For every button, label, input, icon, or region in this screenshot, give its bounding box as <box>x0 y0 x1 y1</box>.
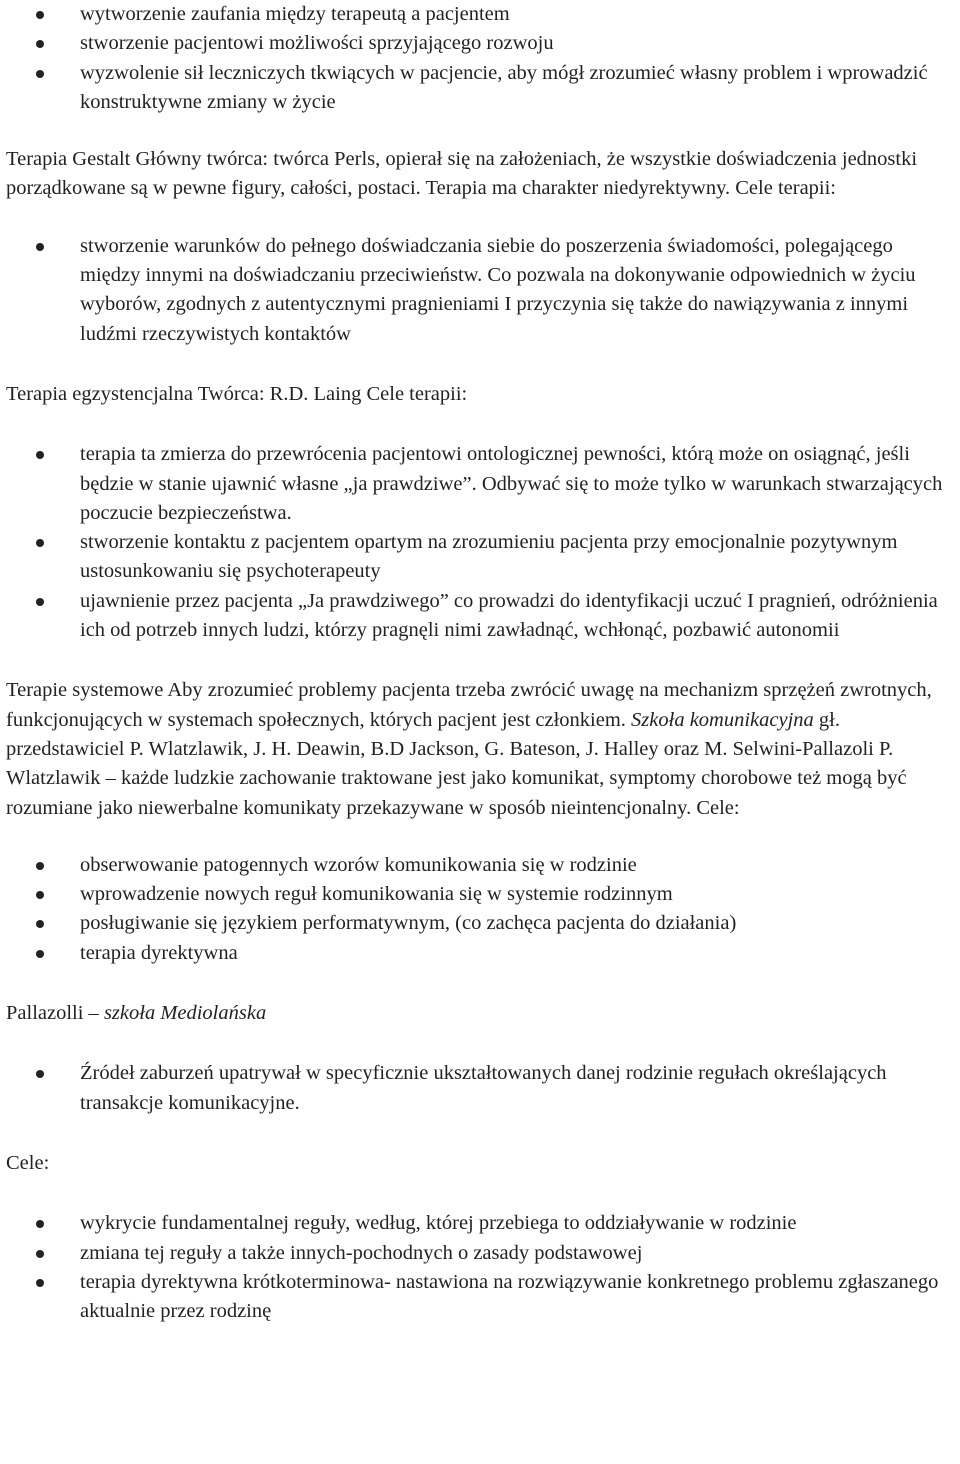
milan-author: Pallazolli – <box>6 1002 104 1025</box>
systemic-goals-list <box>6 851 956 968</box>
list-item: wyzwolenie sił leczniczych tkwiących w pacjencie, aby mógł zrozumieć własny problem i wprowadzić konstruktywne zmiany w życie <box>6 59 956 118</box>
list-item: wprowadzenie nowych reguł komunikowania się w systemie rodzinnym <box>6 880 956 909</box>
list-item: terapia ta zmierza do przewrócenia pacjentowi ontologicznej pewności, którą może on osiągnąć, jeśli będzie w stanie ujawnić własne „ja prawdziwe”. Odbywać się to może tylko w warunkach stwarzających poczucie bezpieczeństwa. <box>6 440 956 528</box>
list-item: stworzenie warunków do pełnego doświadczania siebie do poszerzenia świadomości, polegającego między innymi na doświadczaniu przeciwieństw. Co pozwala na dokonywanie odpowiednich w życiu wyborów, zgodnych z autentycznymi pragnieniami I przyczynia się także do nawiązywania z innymi ludźmi rzeczywistych kontaktów <box>6 232 956 349</box>
document-page <box>6 0 956 1326</box>
list-item: obserwowanie patogennych wzorów komunikowania się w rodzinie <box>6 851 956 880</box>
list-item: wykrycie fundamentalnej reguły, według, której przebiega to oddziaływanie w rodzinie <box>6 1209 956 1238</box>
list-item: Źródeł zaburzeń upatrywał w specyficznie ukształtowanych danej rodzinie regułach określających transakcje komunikacyjne. <box>6 1059 956 1118</box>
list-item: stworzenie pacjentowi możliwości sprzyjającego rozwoju <box>6 29 956 58</box>
list-item: posługiwanie się językiem performatywnym, (co zachęca pacjenta do działania) <box>6 909 956 938</box>
list-item: stworzenie kontaktu z pacjentem opartym na zrozumieniu pacjenta przy emocjonalnie pozytywnym ustosunkowaniu się psychoterapeuty <box>6 528 956 587</box>
list-item: zmiana tej reguły a także innych-pochodnych o zasady podstawowej <box>6 1239 956 1268</box>
systemic-paragraph <box>6 676 956 822</box>
list-item: terapia dyrektywna <box>6 939 956 968</box>
therapy-goals-list <box>6 0 956 117</box>
list-item: ujawnienie przez pacjenta „Ja prawdziwego” co prowadzi do identyfikacji uczuć I pragnień, odróżnienia ich od potrzeb innych ludzi, którzy pragnęli nimi zawładnąć, wchłonąć, pozbawić autonomii <box>6 587 956 646</box>
existential-goals-list <box>6 440 956 645</box>
milan-school-heading <box>6 999 956 1028</box>
systemic-text-end: gł. przedstawiciel P. Wlatzlawik, J. H. Deawin, B.D Jackson, G. Bateson, J. Halley oraz M. Selwini-Pallazoli P. Wlatzlawik – każde ludzkie zachowanie traktowane jest jako komunikat, symptomy chorobowe też mogą być rozumiane jako niewerbalne komunikaty przekazywane w sposób nieintencjonalny. Cele: <box>6 708 907 819</box>
milan-sources-list <box>6 1059 956 1118</box>
gestalt-paragraph: Terapia Gestalt Główny twórca: twórca Perls, opierał się na założeniach, że wszystkie doświadczenia jednostki porządkowane są w pewne figury, całości, postaci. Terapia ma charakter niedyrektywny. Cele terapii: <box>6 148 918 200</box>
list-item: wytworzenie zaufania między terapeutą a pacjentem <box>6 0 956 29</box>
existential-paragraph: Terapia egzystencjalna Twórca: R.D. Laing Cele terapii: <box>6 382 468 405</box>
gestalt-goals-list <box>6 232 956 349</box>
list-item: terapia dyrektywna krótkoterminowa- nastawiona na rozwiązywanie konkretnego problemu zgłaszanego aktualnie przez rodzinę <box>6 1268 956 1327</box>
school-name-italic: Szkoła komunikacyjna <box>631 708 814 731</box>
milan-goals-list <box>6 1209 956 1326</box>
systemic-text-start: Terapie systemowe Aby zrozumieć problemy pacjenta trzeba zwrócić uwagę na mechanizm sprzężeń zwrotnych, funkcjonujących w systemach społecznych, których pacjent jest członkiem. <box>6 679 932 731</box>
milan-school-italic: szkoła Mediolańska <box>103 1002 267 1025</box>
goals-label: Cele: <box>6 1151 50 1174</box>
